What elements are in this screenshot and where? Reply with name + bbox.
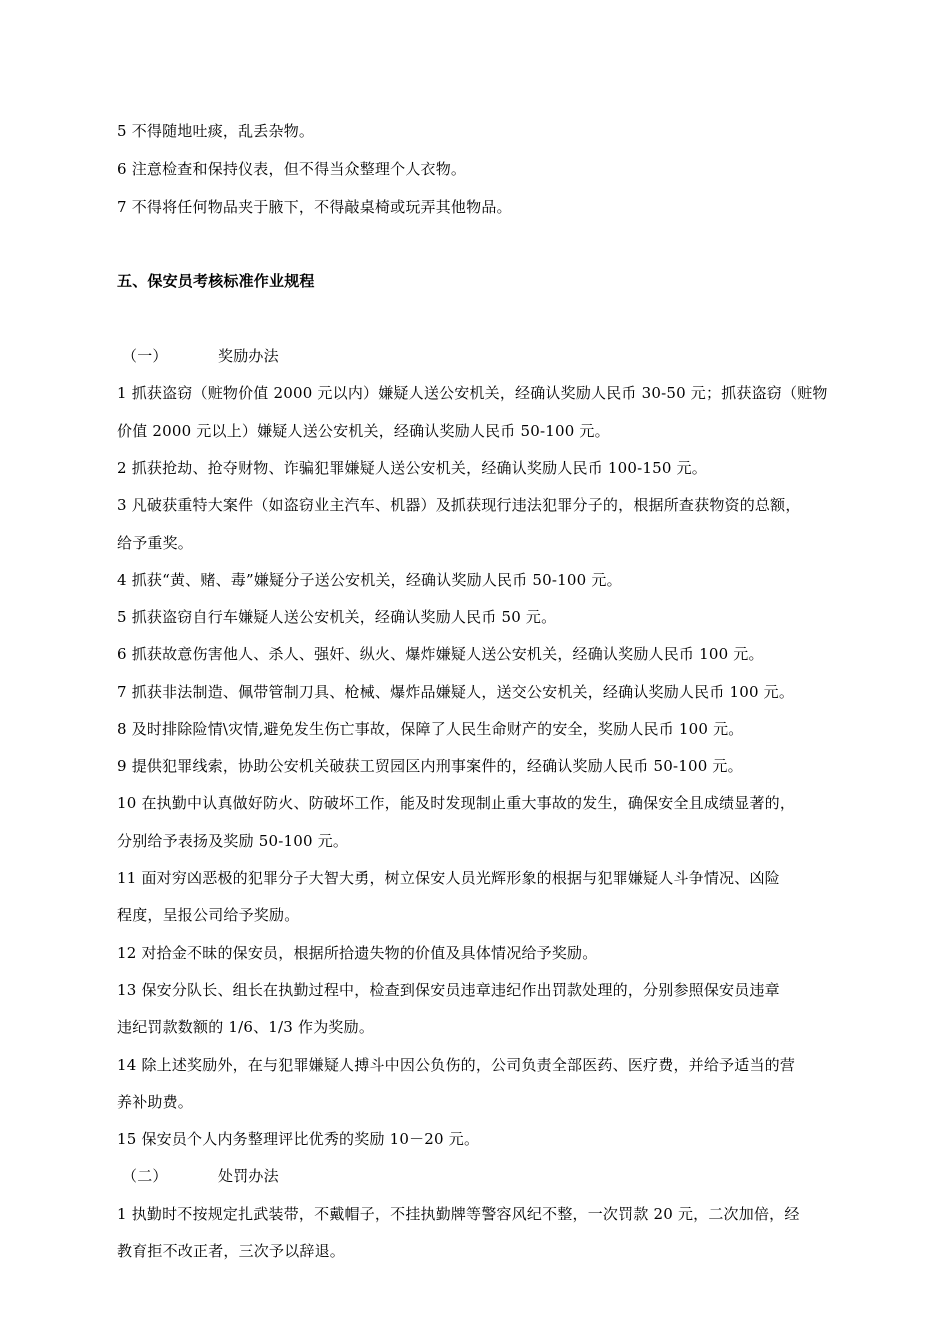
reward-subheading (122, 346, 842, 366)
reward-line: 15 保安员个人内务整理评比优秀的奖励 10－20 元。 (117, 1130, 480, 1148)
penalty-subheading (122, 1166, 842, 1186)
reward-line: 价值 2000 元以上）嫌疑人送公安机关，经确认奖励人民币 50-100 元。 (117, 422, 610, 440)
reward-line: 13 保安分队长、组长在执勤过程中，检查到保安员违章违纪作出罚款处理的，分别参照保安员违章 (117, 981, 780, 999)
reward-line: 程度，呈报公司给予奖励。 (117, 906, 300, 924)
penalty-line: 教育拒不改正者，三次予以辞退。 (117, 1242, 346, 1260)
rule-line-7: 7 不得将任何物品夹于腋下，不得敲桌椅或玩弄其他物品。 (117, 198, 512, 216)
reward-line: 11 面对穷凶恶极的犯罪分子大智大勇，树立保安人员光辉形象的根据与犯罪嫌疑人斗争情况、凶险 (117, 869, 780, 887)
reward-line: 分别给予表扬及奖励 50-100 元。 (117, 832, 349, 850)
reward-line: 8 及时排除险情\灾情,避免发生伤亡事故，保障了人民生命财产的安全，奖励人民币 100 元。 (117, 720, 744, 738)
rule-line-6: 6 注意检查和保持仪表，但不得当众整理个人衣物。 (117, 160, 467, 178)
reward-line: 1 抓获盗窃（赃物价值 2000 元以内）嫌疑人送公安机关，经确认奖励人民币 30-50 元；抓获盗窃（赃物 (117, 384, 828, 402)
reward-line: 违纪罚款数额的 1/6、1/3 作为奖励。 (117, 1018, 375, 1036)
reward-line: 给予重奖。 (117, 534, 194, 552)
reward-line: 6 抓获故意伤害他人、杀人、强奸、纵火、爆炸嫌疑人送公安机关，经确认奖励人民币 100 元。 (117, 645, 764, 663)
rule-line-5: 5 不得随地吐痰，乱丢杂物。 (117, 122, 315, 140)
reward-title: 奖励办法 (218, 347, 279, 365)
reward-line: 9 提供犯罪线索，协助公安机关破获工贸园区内刑事案件的，经确认奖励人民币 50-100 元。 (117, 757, 743, 775)
penalty-number: （二） (122, 1167, 168, 1185)
reward-line: 2 抓获抢劫、抢夺财物、诈骗犯罪嫌疑人送公安机关，经确认奖励人民币 100-150 元。 (117, 459, 707, 477)
reward-line: 养补助费。 (117, 1093, 194, 1111)
reward-line: 12 对拾金不昧的保安员，根据所拾遗失物的价值及具体情况给予奖励。 (117, 944, 598, 962)
reward-line: 3 凡破获重特大案件（如盗窃业主汽车、机器）及抓获现行违法犯罪分子的，根据所查获物资的总额， (117, 496, 801, 514)
section-heading: 五、保安员考核标准作业规程 (117, 272, 315, 290)
reward-line: 7 抓获非法制造、佩带管制刀具、枪械、爆炸品嫌疑人，送交公安机关，经确认奖励人民币 100 元。 (117, 683, 795, 701)
reward-line: 14 除上述奖励外，在与犯罪嫌疑人搏斗中因公负伤的，公司负责全部医药、医疗费，并给予适当的营 (117, 1056, 796, 1074)
penalty-line: 1 执勤时不按规定扎武装带，不戴帽子，不挂执勤牌等警容风纪不整，一次罚款 20 元，二次加倍，经 (117, 1205, 800, 1223)
penalty-title: 处罚办法 (218, 1167, 279, 1185)
reward-line: 5 抓获盗窃自行车嫌疑人送公安机关，经确认奖励人民币 50 元。 (117, 608, 557, 626)
reward-line: 4 抓获“黄、赌、毒”嫌疑分子送公安机关，经确认奖励人民币 50-100 元。 (117, 571, 622, 589)
reward-number: （一） (122, 347, 168, 365)
reward-line: 10 在执勤中认真做好防火、防破坏工作，能及时发现制止重大事故的发生，确保安全且成绩显著的， (117, 794, 796, 812)
